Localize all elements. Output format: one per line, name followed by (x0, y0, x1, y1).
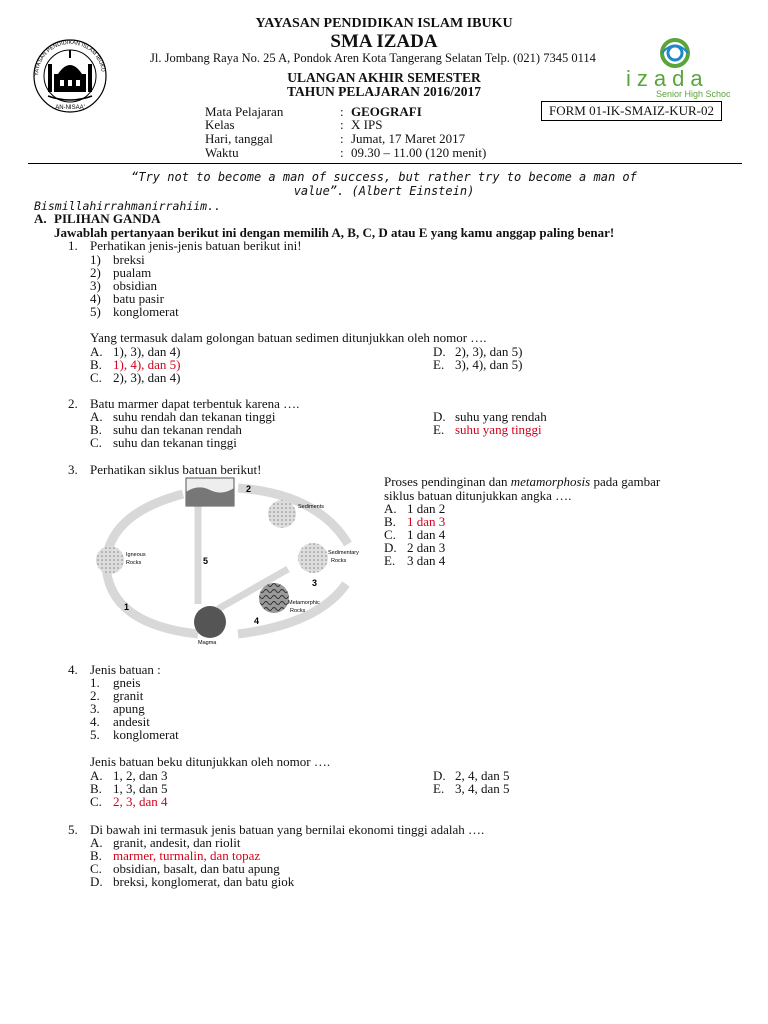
header-divider (28, 163, 742, 164)
school-address: Jl. Jombang Raya No. 25 A, Pondok Aren Kota Tangerang Selatan Telp. (021) 7345 0114 (150, 51, 596, 65)
opening-text: Bismillahirrahmanirrahiim.. (34, 199, 221, 213)
q4-item-number: 4. (90, 714, 100, 729)
info-value-time: 09.30 – 11.00 (120 menit) (351, 145, 487, 160)
q5-option-letter: C. (90, 861, 102, 876)
label-magma: Magma (198, 640, 217, 646)
q1-item-number: 1) (90, 252, 101, 267)
q4-number: 4. (68, 662, 78, 677)
q1-item-number: 4) (90, 291, 101, 306)
section-letter: A. (34, 211, 47, 226)
izada-logo (620, 36, 730, 100)
label-metamorphic: Metamorphic (288, 600, 320, 606)
q4-option-letter: E. (433, 781, 445, 796)
q2-option-letter: C. (90, 435, 102, 450)
info-label-subject: Mata Pelajaran (205, 104, 284, 119)
cycle-number: 5 (203, 556, 209, 566)
q3-option: 3 dan 4 (407, 553, 446, 568)
q2-option: suhu dan tekanan tinggi (113, 435, 237, 450)
q1-item: breksi (113, 252, 145, 267)
label-rocks: Rocks (126, 560, 142, 566)
q2-option: suhu rendah dan tekanan tinggi (113, 409, 276, 424)
form-code-box: FORM 01-IK-SMAIZ-KUR-02 (541, 101, 722, 121)
igneous-node (96, 546, 124, 574)
info-value-subject: GEOGRAFI (351, 104, 422, 119)
q3-prompt-part: pada gambar (593, 474, 661, 489)
quote-line-1: “Try not to become a man of success, but rather try to become a man of (131, 170, 637, 184)
q4-item: granit (113, 688, 144, 703)
q3-option-letter: D. (384, 540, 397, 555)
q4-option-letter: A. (90, 768, 103, 783)
q5-option-letter: B. (90, 848, 102, 863)
q1-option: 3), 4), dan 5) (455, 357, 523, 372)
q5-option: breksi, konglomerat, dan batu giok (113, 874, 295, 889)
q1-prompt: Yang termasuk dalam golongan batuan sedimen ditunjukkan oleh nomor …. (90, 330, 487, 345)
q3-option-letter: C. (384, 527, 396, 542)
q4-item-number: 2. (90, 688, 100, 703)
section-title: PILIHAN GANDA (54, 211, 161, 226)
info-label-time: Waktu (205, 145, 239, 160)
q2-number: 2. (68, 396, 78, 411)
q5-option-letter: A. (90, 835, 103, 850)
info-value-class: X IPS (351, 117, 383, 132)
q3-option: 2 dan 3 (407, 540, 446, 555)
cycle-number: 2 (246, 484, 252, 494)
q4-option: 3, 4, dan 5 (455, 781, 510, 796)
info-value-date: Jumat, 17 Maret 2017 (351, 131, 466, 146)
q4-text: Jenis batuan : (90, 662, 161, 677)
q3-prompt-emphasis: metamorphosis (510, 474, 591, 489)
q2-option: suhu yang rendah (455, 409, 547, 424)
label-sediments: Sediments (298, 504, 324, 510)
q1-item-number: 5) (90, 304, 101, 319)
q5-text: Di bawah ini termasuk jenis batuan yang bernilai ekonomi tinggi adalah …. (90, 822, 485, 837)
q3-text: Perhatikan siklus batuan berikut! (90, 462, 262, 477)
q3-option-answer: 1 dan 3 (407, 514, 446, 529)
q4-option: 1, 2, dan 3 (113, 768, 168, 783)
q4-item: andesit (113, 714, 150, 729)
q4-prompt: Jenis batuan beku ditunjukkan oleh nomor …. (90, 754, 331, 769)
section-instruction: Jawablah pertanyaan berikut ini dengan memilih A, B, C, D atau E yang kamu anggap paling benar! (54, 225, 615, 240)
cycle-number: 1 (124, 602, 130, 612)
q3-option-letter: B. (384, 514, 396, 529)
exam-title: ULANGAN AKHIR SEMESTER (287, 70, 481, 85)
info-sep: : (340, 145, 344, 160)
q4-item-number: 1. (90, 675, 100, 690)
q1-option: 2), 3), dan 5) (455, 344, 523, 359)
q1-number: 1. (68, 238, 78, 253)
q3-prompt-part: Proses pendinginan dan (384, 474, 508, 489)
logo-arc-text: YAYASAN PENDIDIKAN ISLAM IBUKU (33, 39, 106, 77)
q2-option: suhu dan tekanan rendah (113, 422, 242, 437)
q3-option: 1 dan 2 (407, 501, 446, 516)
q2-option-letter: A. (90, 409, 103, 424)
q3-option: 1 dan 4 (407, 527, 446, 542)
q5-option: obsidian, basalt, dan batu apung (113, 861, 280, 876)
q1-item-number: 2) (90, 265, 101, 280)
info-sep: : (340, 117, 344, 132)
info-sep: : (340, 131, 344, 146)
q1-item: pualam (113, 265, 152, 280)
q1-option: 2), 3), dan 4) (113, 370, 181, 385)
q3-number: 3. (68, 462, 78, 477)
q2-option-letter: B. (90, 422, 102, 437)
q1-option: 1), 3), dan 4) (113, 344, 181, 359)
logo-bottom-text: AN-NISAA' (55, 105, 85, 111)
label-rocks: Rocks (290, 608, 306, 614)
info-sep: : (340, 104, 344, 119)
foundation-name: YAYASAN PENDIDIKAN ISLAM IBUKU (255, 16, 513, 31)
q1-item: konglomerat (113, 304, 179, 319)
q2-option-answer: suhu yang tinggi (455, 422, 542, 437)
q5-option-letter: D. (90, 874, 103, 889)
q1-option-letter: E. (433, 357, 445, 372)
q4-item-number: 3. (90, 701, 100, 716)
q1-option-answer: 1), 4), dan 5) (113, 357, 181, 372)
logo-subtitle: Senior High School (656, 89, 730, 99)
q3-option-letter: A. (384, 501, 397, 516)
label-rocks: Rocks (331, 558, 347, 564)
quote-line-2: value”. (Albert Einstein) (293, 184, 475, 198)
school-name: SMA IZADA (330, 31, 438, 52)
q1-option-letter: C. (90, 370, 102, 385)
q1-option-letter: D. (433, 344, 446, 359)
q5-number: 5. (68, 822, 78, 837)
q4-item-number: 5. (90, 727, 100, 742)
q2-option-letter: D. (433, 409, 446, 424)
info-label-class: Kelas (205, 117, 235, 132)
q1-item: obsidian (113, 278, 158, 293)
q4-option-answer: 2, 3, dan 4 (113, 794, 168, 809)
label-igneous: Igneous (126, 552, 146, 558)
cycle-number: 4 (254, 616, 260, 626)
rock-cycle-diagram (88, 474, 378, 646)
academic-year: TAHUN PELAJARAN 2016/2017 (286, 84, 481, 99)
q5-option: granit, andesit, dan riolit (113, 835, 241, 850)
q2-text: Batu marmer dapat terbentuk karena …. (90, 396, 300, 411)
q4-option-letter: B. (90, 781, 102, 796)
q1-item: batu pasir (113, 291, 164, 306)
metamorphic-node (259, 583, 289, 613)
logo-name: izada (626, 66, 709, 91)
q1-item-number: 3) (90, 278, 101, 293)
q1-option-letter: A. (90, 344, 103, 359)
q4-option-letter: D. (433, 768, 446, 783)
q4-item: apung (113, 701, 145, 716)
info-label-date: Hari, tanggal (205, 131, 273, 146)
q4-option: 1, 3, dan 5 (113, 781, 168, 796)
school-logo (24, 34, 116, 114)
q5-option-answer: marmer, turmalin, dan topaz (113, 848, 261, 863)
q4-option-letter: C. (90, 794, 102, 809)
magma-node (194, 606, 226, 638)
cycle-number: 3 (312, 578, 318, 588)
q4-option: 2, 4, dan 5 (455, 768, 510, 783)
q4-item: konglomerat (113, 727, 179, 742)
q2-option-letter: E. (433, 422, 445, 437)
sedimentary-node (298, 543, 328, 573)
q3-prompt-line-2: siklus batuan ditunjukkan angka …. (384, 488, 572, 503)
q1-text: Perhatikan jenis-jenis batuan berikut ini! (90, 238, 302, 253)
q4-item: gneis (113, 675, 141, 690)
q3-option-letter: E. (384, 553, 396, 568)
q1-option-letter: B. (90, 357, 102, 372)
label-sedimentary: Sedimentary (328, 550, 359, 556)
sediments-node (268, 500, 296, 528)
